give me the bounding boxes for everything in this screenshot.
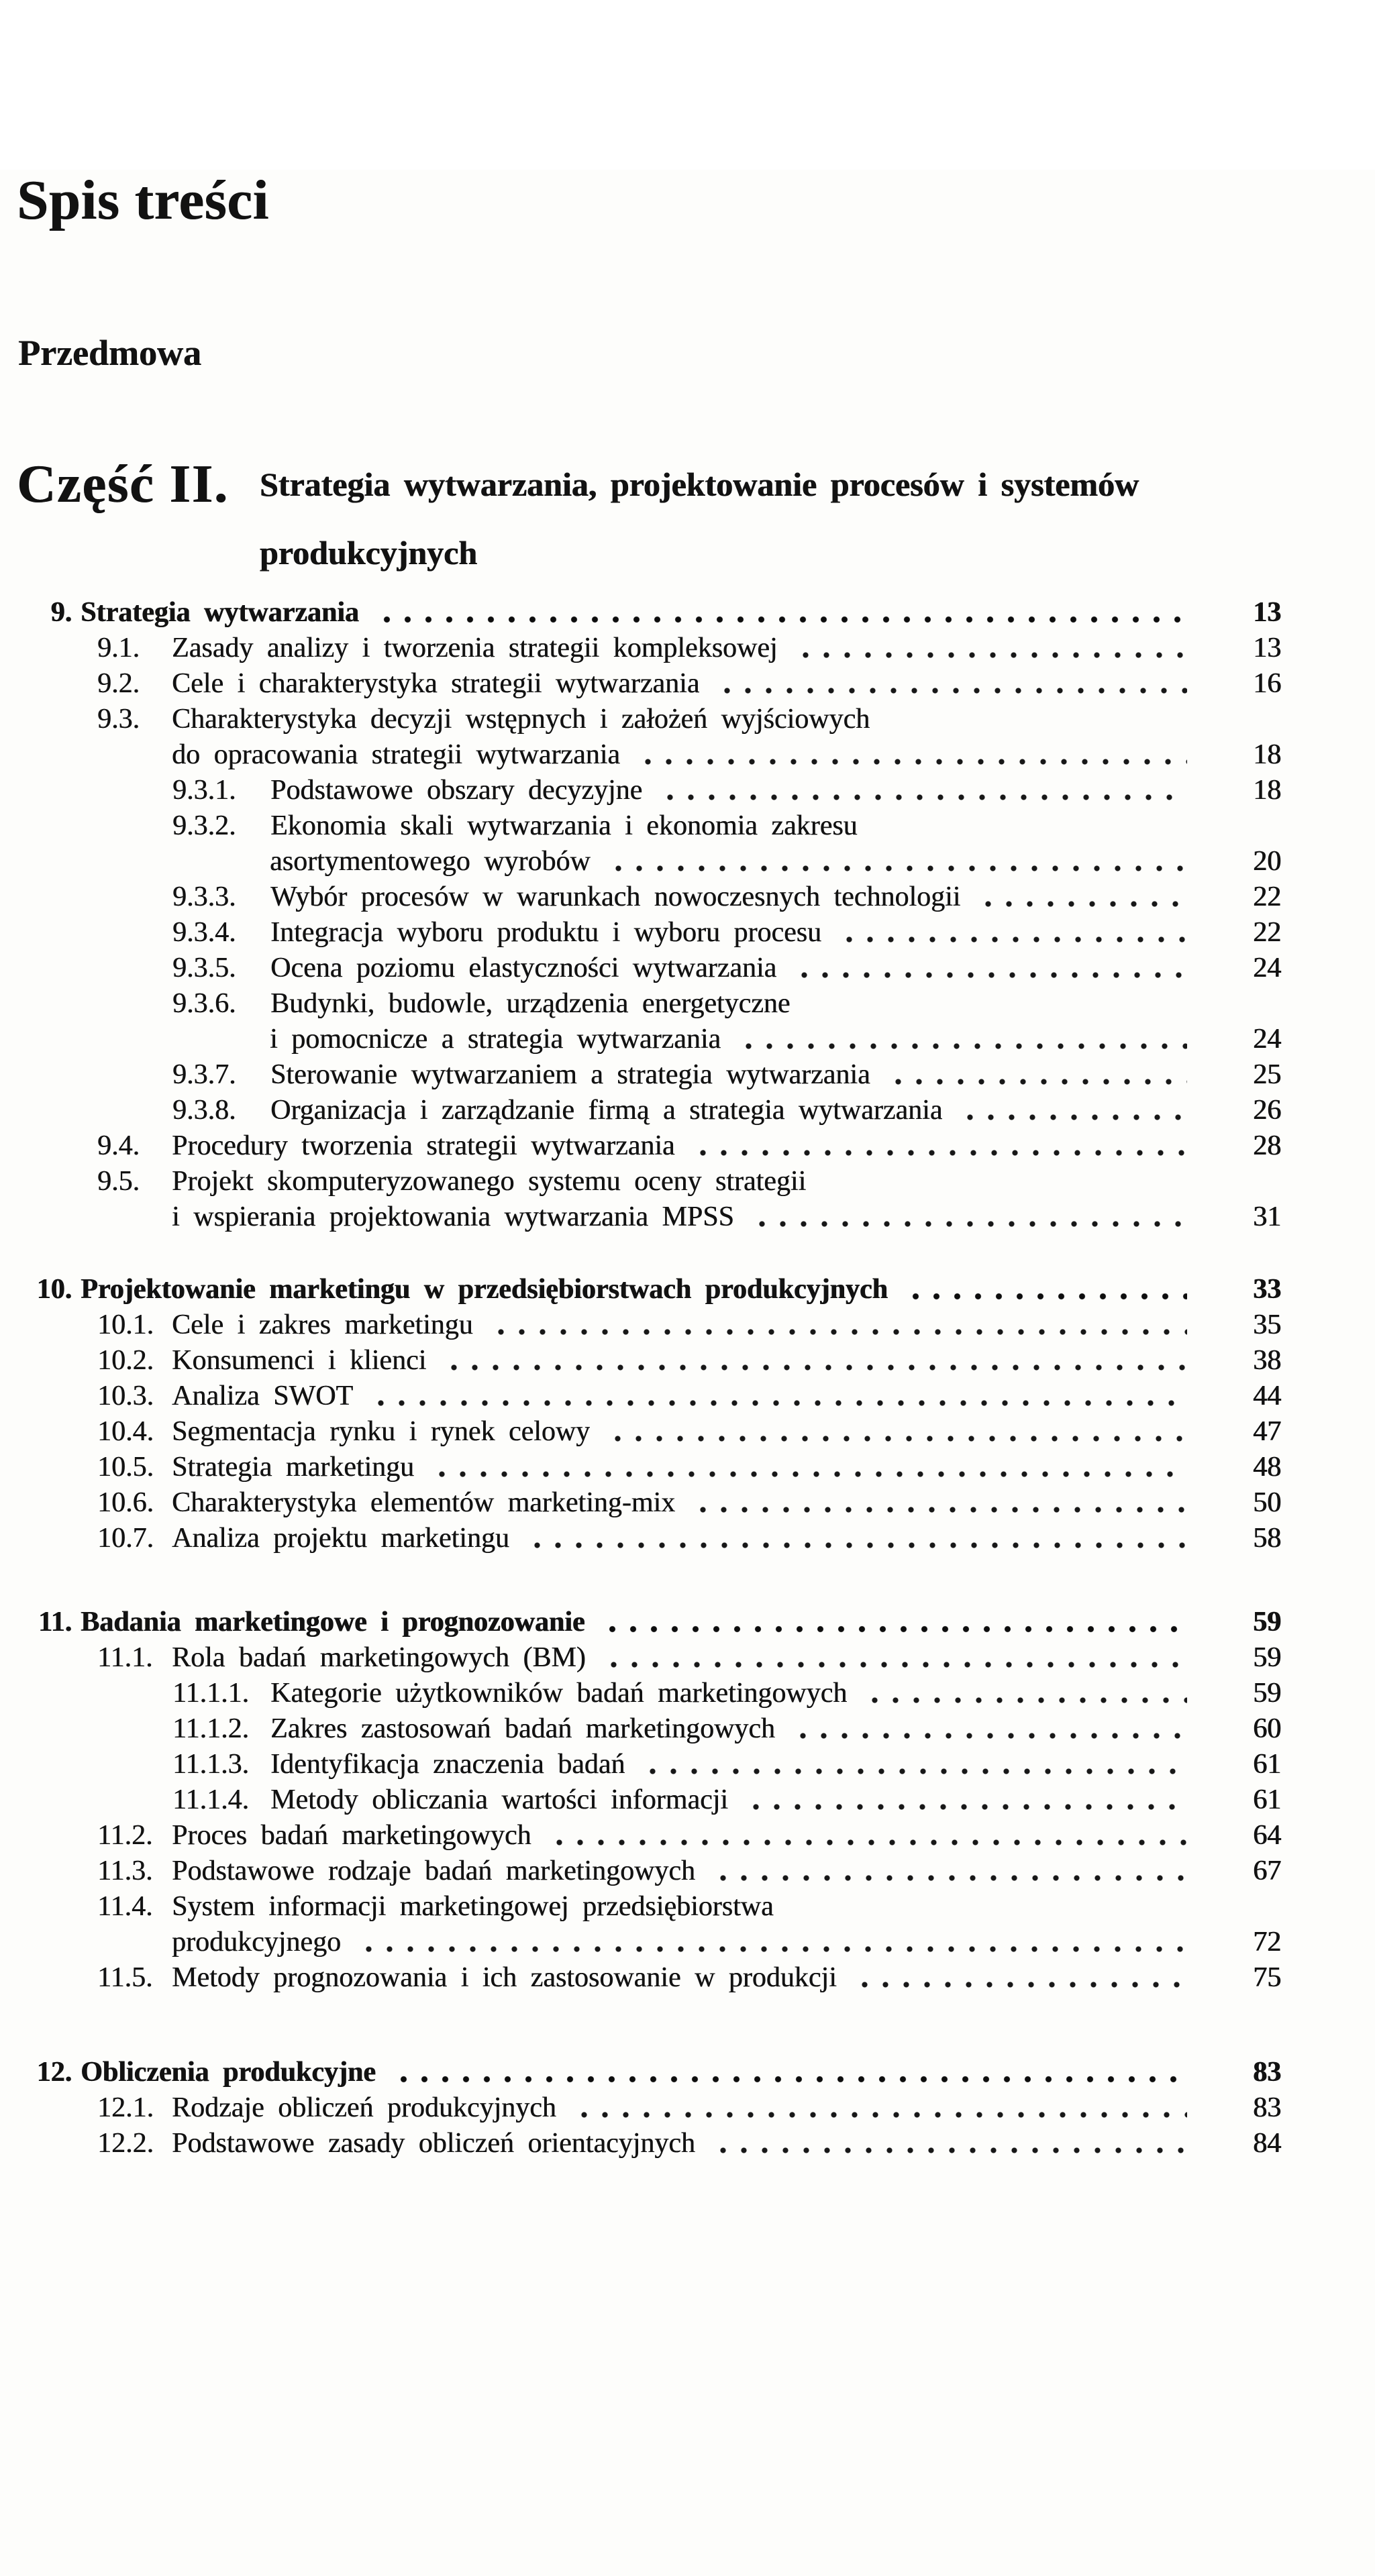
toc-row — [0, 1747, 1375, 1782]
toc-row — [0, 1818, 1375, 1854]
toc-entry-title: do opracowania strategii wytwarzania — [172, 739, 620, 770]
toc-row — [0, 951, 1375, 986]
toc-entry-page: 24 — [1253, 1024, 1281, 1055]
toc-entry-title: Rola badań marketingowych (BM) — [172, 1642, 586, 1673]
toc-entry-title: Cele i zakres marketingu — [172, 1309, 473, 1340]
toc-row — [0, 1379, 1375, 1414]
dot-leader — [749, 1199, 1187, 1235]
toc-row — [0, 1093, 1375, 1128]
toc-entry-page: 35 — [1253, 1309, 1281, 1340]
toc-row — [0, 2090, 1375, 2126]
toc-entry-title: Strategia marketingu — [172, 1452, 415, 1483]
toc-entry-number: 9.3.6. — [172, 988, 236, 1019]
dot-leader — [710, 2126, 1187, 2161]
toc-entry-page: 28 — [1253, 1130, 1281, 1161]
toc-entry-page: 48 — [1253, 1452, 1281, 1483]
toc-entry-title: Kategorie użytkowników badań marketingowych — [270, 1678, 848, 1709]
toc-row — [0, 1485, 1375, 1521]
toc-entry-title: Strategia wytwarzania — [81, 597, 359, 628]
toc-entry-page: 59 — [1253, 1678, 1281, 1709]
toc-entry-number: 10.1. — [97, 1309, 154, 1340]
toc-row — [0, 631, 1375, 666]
toc-entry-page: 44 — [1253, 1381, 1281, 1411]
toc-entry-page: 38 — [1253, 1345, 1281, 1376]
page-title: Spis treści — [17, 169, 269, 231]
dot-leader — [601, 1640, 1187, 1676]
toc-entry-title: Segmentacja rynku i rynek celowy — [172, 1416, 591, 1447]
toc-row — [0, 1022, 1375, 1057]
toc-entry-title: Badania marketingowe i prognozowanie — [81, 1607, 585, 1638]
toc-entry-title: Charakterystyka decyzji wstępnych i założeń wyjściowych — [172, 704, 870, 735]
part-number-label: Część II. — [17, 455, 229, 514]
toc-row — [0, 844, 1375, 879]
dot-leader — [690, 1485, 1187, 1521]
dot-leader — [852, 1960, 1187, 1996]
dot-leader — [975, 879, 1187, 915]
dot-leader — [957, 1093, 1187, 1128]
toc-entry-title: Projekt skomputeryzowanego systemu oceny strategii — [172, 1166, 807, 1197]
toc-block-chapter-11 — [0, 1605, 1375, 1996]
toc-entry-title: Zasady analizy i tworzenia strategii kompleksowej — [172, 633, 778, 663]
toc-entry-number: 12.2. — [97, 2128, 154, 2159]
toc-entry-title: Rodzaje obliczeń produkcyjnych — [172, 2092, 556, 2123]
toc-row — [0, 1925, 1375, 1960]
toc-entry-title: Integracja wyboru produktu i wyboru procesu — [270, 917, 821, 948]
toc-entry-number: 10.2. — [97, 1345, 154, 1376]
toc-entry-number: 11.2. — [97, 1820, 153, 1851]
toc-entry-title: Procedury tworzenia strategii wytwarzania — [172, 1130, 675, 1161]
toc-entry-title: Sterowanie wytwarzaniem a strategia wytwarzania — [270, 1059, 870, 1090]
toc-row — [0, 2126, 1375, 2161]
toc-row — [0, 1521, 1375, 1556]
toc-entry-page: 22 — [1253, 881, 1281, 912]
toc-entry-page: 59 — [1253, 1642, 1281, 1673]
dot-leader — [903, 1272, 1187, 1307]
toc-entry-number: 10.5. — [97, 1452, 154, 1483]
toc-row — [0, 2055, 1375, 2090]
dot-leader — [735, 1022, 1187, 1057]
toc-row — [0, 879, 1375, 915]
dot-leader — [374, 595, 1187, 631]
toc-entry-number: 11.5. — [97, 1962, 153, 1993]
toc-entry-title: Analiza SWOT — [172, 1381, 354, 1411]
toc-entry-page: 16 — [1253, 668, 1281, 699]
toc-entry-page: 26 — [1253, 1095, 1281, 1126]
toc-entry-title: Ekonomia skali wytwarzania i ekonomia zakresu — [270, 810, 858, 841]
dot-leader — [657, 773, 1187, 808]
toc-entry-number: 9.3.2. — [172, 810, 236, 841]
toc-entry-page: 67 — [1253, 1856, 1281, 1886]
toc-entry-title: Obliczenia produkcyjne — [81, 2057, 376, 2088]
toc-row — [0, 702, 1375, 737]
toc-entry-number: 9.5. — [97, 1166, 140, 1197]
table-of-contents — [0, 595, 1375, 2161]
toc-row — [0, 1676, 1375, 1711]
toc-entry-number: 11.1.4. — [172, 1784, 249, 1815]
dot-leader — [640, 1747, 1187, 1782]
toc-entry-page: 24 — [1253, 953, 1281, 983]
toc-row — [0, 1782, 1375, 1818]
toc-entry-page: 50 — [1253, 1487, 1281, 1518]
toc-entry-title: Budynki, budowle, urządzenia energetyczne — [270, 988, 791, 1019]
toc-entry-number: 11.1. — [97, 1642, 153, 1673]
toc-row — [0, 1057, 1375, 1093]
toc-entry-title: i pomocnicze a strategia wytwarzania — [270, 1024, 721, 1055]
toc-entry-title: produkcyjnego — [172, 1927, 341, 1957]
toc-entry-title: Identyfikacja znaczenia badań — [270, 1749, 625, 1780]
toc-entry-number: 9.3.5. — [172, 953, 236, 983]
toc-row — [0, 1307, 1375, 1343]
toc-entry-number: 9.1. — [97, 633, 140, 663]
dot-leader — [429, 1450, 1187, 1485]
toc-entry-page: 18 — [1253, 775, 1281, 806]
toc-entry-number: 11.4. — [97, 1891, 153, 1922]
part-title: Strategia wytwarzania, projektowanie procesów i systemów produkcyjnych — [259, 466, 1139, 572]
toc-entry-title: Podstawowe rodzaje badań marketingowych — [172, 1856, 695, 1886]
toc-row — [0, 1450, 1375, 1485]
dot-leader — [791, 951, 1187, 986]
toc-entry-number: 11. — [38, 1607, 72, 1638]
toc-entry-page: 31 — [1253, 1201, 1281, 1232]
dot-leader — [714, 666, 1187, 702]
dot-leader — [546, 1818, 1187, 1854]
toc-entry-title: asortymentowego wyrobów — [270, 846, 591, 877]
toc-entry-number: 9.3.1. — [172, 775, 236, 806]
toc-entry-title: Podstawowe zasady obliczeń orientacyjnych — [172, 2128, 695, 2159]
toc-row — [0, 1711, 1375, 1747]
toc-entry-page: 72 — [1253, 1927, 1281, 1957]
toc-entry-number: 10. — [36, 1274, 72, 1305]
toc-row — [0, 1164, 1375, 1199]
dot-leader — [571, 2090, 1187, 2126]
toc-row — [0, 1640, 1375, 1676]
toc-entry-page: 20 — [1253, 846, 1281, 877]
toc-entry-page: 83 — [1253, 2092, 1281, 2123]
toc-entry-title: Podstawowe obszary decyzyjne — [270, 775, 643, 806]
dot-leader — [790, 1711, 1187, 1747]
toc-entry-page: 59 — [1253, 1607, 1281, 1638]
toc-row — [0, 737, 1375, 773]
toc-entry-page: 61 — [1253, 1749, 1281, 1780]
toc-row — [0, 1272, 1375, 1307]
dot-leader — [605, 1414, 1187, 1450]
toc-row — [0, 986, 1375, 1022]
dot-leader — [793, 631, 1187, 666]
toc-row — [0, 773, 1375, 808]
toc-entry-number: 9.3.3. — [172, 881, 236, 912]
toc-entry-page: 61 — [1253, 1784, 1281, 1815]
dot-leader — [599, 1605, 1187, 1640]
dot-leader — [836, 915, 1187, 951]
dot-leader — [488, 1307, 1187, 1343]
toc-entry-page: 18 — [1253, 739, 1281, 770]
toc-entry-title: Projektowanie marketingu w przedsiębiorstwach produkcyjnych — [81, 1274, 888, 1305]
toc-entry-number: 12. — [36, 2057, 72, 2088]
toc-row — [0, 915, 1375, 951]
toc-entry-title: Konsumenci i klienci — [172, 1345, 427, 1376]
toc-entry-number: 9.3.8. — [172, 1095, 236, 1126]
toc-entry-page: 83 — [1253, 2057, 1281, 2088]
toc-block-chapter-9 — [0, 595, 1375, 1235]
toc-block-chapter-12 — [0, 2055, 1375, 2161]
dot-leader — [635, 737, 1187, 773]
toc-entry-title: i wspierania projektowania wytwarzania MPSS — [172, 1201, 734, 1232]
toc-row — [0, 1854, 1375, 1889]
toc-entry-number: 9. — [50, 597, 72, 628]
toc-entry-number: 11.1.3. — [172, 1749, 249, 1780]
part-heading — [17, 450, 1375, 587]
toc-entry-number: 11.1.2. — [172, 1713, 249, 1744]
dot-leader — [710, 1854, 1187, 1889]
toc-entry-page: 75 — [1253, 1962, 1281, 1993]
toc-block-chapter-10 — [0, 1272, 1375, 1556]
toc-entry-title: Proces badań marketingowych — [172, 1820, 531, 1851]
toc-entry-page: 60 — [1253, 1713, 1281, 1744]
toc-entry-page: 25 — [1253, 1059, 1281, 1090]
toc-row — [0, 666, 1375, 702]
toc-row — [0, 1960, 1375, 1996]
toc-entry-number: 9.4. — [97, 1130, 140, 1161]
toc-entry-title: Metody obliczania wartości informacji — [270, 1784, 728, 1815]
toc-entry-page: 13 — [1253, 633, 1281, 663]
toc-entry-number: 10.7. — [97, 1523, 154, 1554]
toc-entry-page: 58 — [1253, 1523, 1281, 1554]
toc-entry-number: 10.4. — [97, 1416, 154, 1447]
toc-entry-page: 33 — [1253, 1274, 1281, 1305]
toc-entry-number: 9.3.7. — [172, 1059, 236, 1090]
toc-entry-title: Zakres zastosowań badań marketingowych — [270, 1713, 775, 1744]
toc-row — [0, 1128, 1375, 1164]
toc-entry-page: 13 — [1253, 597, 1281, 628]
toc-row — [0, 595, 1375, 631]
toc-entry-number: 9.3.4. — [172, 917, 236, 948]
toc-entry-number: 9.3. — [97, 704, 140, 735]
dot-leader — [391, 2055, 1187, 2090]
toc-entry-page: 84 — [1253, 2128, 1281, 2159]
toc-entry-page: 64 — [1253, 1820, 1281, 1851]
toc-row — [0, 1199, 1375, 1235]
scanned-toc-page — [0, 170, 1375, 2576]
toc-entry-title: Wybór procesów w warunkach nowoczesnych technologii — [270, 881, 961, 912]
toc-entry-number: 11.3. — [97, 1856, 153, 1886]
preface-heading: Przedmowa — [18, 333, 201, 373]
toc-row — [0, 1889, 1375, 1925]
toc-entry-title: Ocena poziomu elastyczności wytwarzania — [270, 953, 777, 983]
toc-entry-title: Charakterystyka elementów marketing-mix — [172, 1487, 676, 1518]
toc-entry-page: 47 — [1253, 1416, 1281, 1447]
toc-entry-number: 11.1.1. — [172, 1678, 249, 1709]
toc-entry-number: 12.1. — [97, 2092, 154, 2123]
toc-entry-title: System informacji marketingowej przedsiębiorstwa — [172, 1891, 774, 1922]
toc-entry-title: Cele i charakterystyka strategii wytwarzania — [172, 668, 700, 699]
toc-entry-number: 10.6. — [97, 1487, 154, 1518]
dot-leader — [885, 1057, 1187, 1093]
toc-entry-page: 22 — [1253, 917, 1281, 948]
dot-leader — [862, 1676, 1187, 1711]
toc-row — [0, 1343, 1375, 1379]
dot-leader — [690, 1128, 1187, 1164]
toc-entry-number: 9.2. — [97, 668, 140, 699]
dot-leader — [605, 844, 1187, 879]
toc-row — [0, 1605, 1375, 1640]
toc-row — [0, 1414, 1375, 1450]
toc-entry-title: Analiza projektu marketingu — [172, 1523, 509, 1554]
toc-entry-title: Metody prognozowania i ich zastosowanie w produkcji — [172, 1962, 837, 1993]
toc-entry-number: 10.3. — [97, 1381, 154, 1411]
toc-row — [0, 808, 1375, 844]
dot-leader — [356, 1925, 1187, 1960]
dot-leader — [743, 1782, 1187, 1818]
dot-leader — [524, 1521, 1187, 1556]
dot-leader — [441, 1343, 1187, 1379]
toc-entry-title: Organizacja i zarządzanie firmą a strategia wytwarzania — [270, 1095, 943, 1126]
dot-leader — [368, 1379, 1187, 1414]
